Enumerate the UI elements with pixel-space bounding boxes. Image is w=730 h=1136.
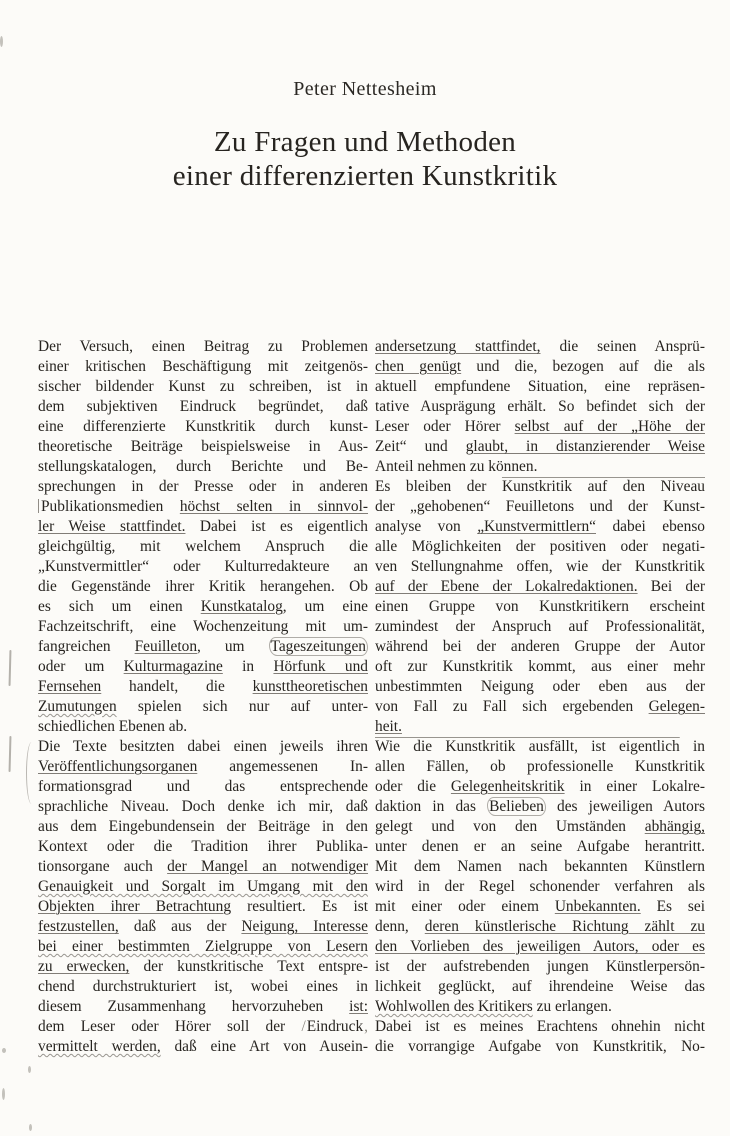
text-line [38, 1017, 368, 1037]
text-segment: mit einer oder einem [375, 898, 555, 915]
text-line [38, 577, 368, 597]
text-line [38, 997, 368, 1017]
article-title [0, 125, 730, 193]
text-line [375, 617, 705, 637]
text-line [375, 337, 705, 357]
text-segment: zumindest der Anspruch auf Professionalität, [375, 618, 705, 635]
text-segment: Publikationsmedien [41, 498, 180, 515]
text-line [38, 537, 368, 557]
text-line [375, 837, 705, 857]
text-segment: zu erlangen. [532, 998, 612, 1015]
underlined-text: bei einer bestimmten Zielgruppe von Lesern [38, 938, 368, 955]
overlined-text: Kunstkritik auf den Niveau [501, 478, 705, 495]
text-segment: von Fall zu Fall sich ergebenden [375, 698, 649, 715]
text-line [38, 397, 368, 417]
text-line [375, 977, 705, 997]
scan-speck [2, 1088, 5, 1100]
underlined-text: Feuilleton [134, 638, 198, 655]
text-segment: Kontext oder die Tradition ihrer Publika- [38, 838, 368, 855]
text-segment: daktion in das [375, 798, 488, 815]
text-segment: während bei der anderen Gruppe der Autor [375, 638, 705, 655]
underlined-text: Gelegenheitskritik [450, 778, 565, 795]
text-segment: formationsgrad und das entsprechende [38, 778, 368, 795]
underlined-text: Neigung, Interesse [241, 918, 368, 935]
text-segment: spielen sich nur auf unter- [116, 698, 368, 715]
text-line [38, 737, 368, 757]
underlined-text: der Mangel an notwendiger [167, 858, 369, 875]
text-segment: analyse von [375, 518, 478, 535]
underlined-text: Wohlwollen des Kritikers [375, 998, 533, 1015]
text-line [38, 937, 368, 957]
text-segment: lichkeit geglückt, auf ihrendeine Weise das [375, 978, 705, 995]
text-segment: dem Leser oder Hörer soll der [38, 1018, 302, 1035]
text-line [375, 957, 705, 977]
text-segment: chend durchstrukturiert ist, wobei eines in [38, 978, 368, 995]
text-segment: gelegt und von den Umständen [375, 818, 645, 835]
text-segment: angemessenen In- [197, 758, 368, 775]
scan-speck [29, 1124, 32, 1131]
text-line [38, 977, 368, 997]
text-line [38, 917, 368, 937]
text-segment: Zeit“ und [375, 438, 466, 455]
text-segment: einer kritischen Beschäftigung mit zeitgenös- [38, 358, 368, 375]
text-line [38, 517, 368, 537]
text-line [375, 857, 705, 877]
pencil-tick-mark [38, 499, 39, 513]
text-segment: aktuell empfundene Situation, eine repräsen- [375, 378, 705, 395]
text-line [38, 597, 368, 617]
text-segment: oder die [375, 778, 451, 795]
text-segment: , um [197, 638, 269, 655]
text-line [38, 757, 368, 777]
text-segment: Dabei ist es meines Erachtens ohnehin nicht [375, 1018, 705, 1035]
underlined-text: chen genügt [375, 358, 462, 375]
text-line [38, 857, 368, 877]
text-line [38, 457, 368, 477]
underlined-text: festzustellen, [38, 918, 119, 935]
text-segment: wird in der Regel schonender verfahren als [375, 878, 705, 895]
text-segment: des jeweiligen Autors [545, 798, 705, 815]
underlined-text: Kulturmagazine [123, 658, 223, 675]
text-segment: aus dem Eingebundensein der Beiträge in den [38, 818, 368, 835]
text-line [375, 817, 705, 837]
text-line [375, 797, 705, 817]
underlined-text: vermittelt werden, [38, 1038, 161, 1055]
underlined-text: kunsttheoretischen [252, 678, 368, 695]
text-line [375, 417, 705, 437]
overlined-text: Wie die Kunstkritik ausfällt, ist eigentlich [375, 738, 680, 755]
author-line: Peter Nettesheim [293, 78, 437, 100]
underlined-text: den Vorlieben des jeweiligen Autors, oder es [375, 938, 705, 955]
text-segment: der kunstkritische Text entspre- [129, 958, 368, 975]
text-line [375, 377, 705, 397]
slash-marked-text: / Eindruck , [301, 1018, 368, 1035]
scan-speck [2, 1048, 6, 1053]
underlined-text: Fernsehen [38, 678, 102, 695]
text-segment: oft zur Kunstkritik kommt, aus einer mehr [375, 658, 705, 675]
text-line [375, 757, 705, 777]
text-segment: Mit dem Namen nach bekannten Künstlern [375, 858, 705, 875]
text-line [375, 777, 705, 797]
text-segment: daß aus der [118, 918, 242, 935]
text-column-right [375, 337, 705, 1057]
text-line [375, 517, 705, 537]
text-line [375, 457, 705, 477]
underlined-text: glaubt, in distanzierender Weise [465, 438, 706, 455]
text-segment: diesem Zusammenhang hervorzuheben [38, 998, 350, 1015]
underlined-text: Genauigkeit und Sorgalt im Umgang mit den [38, 878, 368, 895]
underlined-text: deren künstlerische Richtung zählt zu [424, 918, 705, 935]
text-segment: dabei ebenso [596, 518, 706, 535]
text-line [375, 577, 705, 597]
text-line [38, 497, 368, 517]
text-line [375, 557, 705, 577]
scan-speck [28, 1066, 31, 1073]
text-segment: in einer Lokalre- [564, 778, 705, 795]
underlined-text: abhängig, [644, 818, 705, 835]
text-line [375, 537, 705, 557]
text-line [375, 997, 705, 1017]
pencil-margin-mark [9, 650, 12, 686]
text-line [38, 417, 368, 437]
text-line [38, 697, 368, 717]
underlined-text: Gelegen- [648, 698, 705, 715]
text-line [375, 437, 705, 457]
text-segment: unbestimmten Neigung oder eben aus der [375, 678, 705, 695]
text-line [38, 797, 368, 817]
text-segment: sischer bildender Kunst zu schreiben, ist in [38, 378, 368, 395]
text-line [375, 877, 705, 897]
text-line [375, 1037, 705, 1057]
underlined-text: zu erwecken, [38, 958, 130, 975]
text-line [375, 677, 705, 697]
text-segment: es sich um einen [38, 598, 201, 615]
text-line [375, 917, 705, 937]
text-segment: Es sei [640, 898, 705, 915]
text-line [375, 637, 705, 657]
text-segment: sprechungen in der Presse oder in anderen [38, 478, 368, 495]
underlined-text: ler Weise stattfindet. [38, 518, 186, 535]
text-line [38, 897, 368, 917]
text-line [375, 897, 705, 917]
circled-text: Belieben [489, 798, 544, 815]
underlined-text: Unbekannten. [554, 898, 641, 915]
text-segment: oder um [38, 658, 124, 675]
underlined-text: ist: [349, 998, 368, 1015]
text-line [375, 357, 705, 377]
underlined-text: andersetzung stattfindet, [375, 338, 541, 355]
underlined-text: selbst auf der „Höhe der [514, 418, 705, 435]
text-segment: tative Ausprägung erhält. So befindet sich der [375, 398, 705, 415]
text-segment: handelt, die [101, 678, 253, 695]
underlined-text: Zumutungen [38, 698, 117, 715]
text-segment: Leser oder Hörer [375, 418, 515, 435]
circled-text: Tageszeitungen [270, 638, 366, 655]
text-line [375, 497, 705, 517]
text-line [38, 377, 368, 397]
text-segment: die vorrangige Aufgabe von Kunstkritik, No- [375, 1038, 705, 1055]
text-segment: sprachliche Niveau. Doch denke ich mir, daß [38, 798, 368, 815]
underlined-text: heit. [375, 718, 402, 735]
underlined-text: auf der Ebene der Lokalredaktionen. [375, 578, 638, 595]
text-segment: der „gehobenen“ Feuilletons und der Kunst- [375, 498, 705, 515]
text-segment: dem subjektiven Eindruck begründet, daß [38, 398, 368, 415]
text-segment: resultiert. Es ist [231, 898, 368, 915]
text-segment: , um eine [282, 598, 368, 615]
underlined-text: Hörfunk und [273, 658, 368, 675]
text-segment: theoretische Beiträge beispielsweise in Aus- [38, 438, 368, 455]
text-segment: Dabei ist es eigentlich [185, 518, 369, 535]
text-line [38, 677, 368, 697]
text-line [38, 717, 368, 737]
text-segment: Anteil nehmen zu können. [375, 458, 538, 475]
text-segment: einen Gruppe von Kunstkritikern erscheint [375, 598, 705, 615]
text-segment: allen Fällen, ob professionelle Kunstkritik [375, 758, 705, 775]
text-segment: schiedlichen Ebenen ab. [38, 718, 188, 735]
text-line [38, 657, 368, 677]
text-line [375, 657, 705, 677]
text-segment: eine differenzierte Kunstkritik durch kunst- [38, 418, 368, 435]
text-line [38, 877, 368, 897]
text-line [38, 617, 368, 637]
article-title-line-2: einer differenzierten Kunstkritik [172, 160, 558, 192]
text-segment: in [222, 658, 274, 675]
text-segment: gleichgültig, mit welchem Anspruch die [38, 538, 368, 555]
text-line [38, 777, 368, 797]
text-line [38, 637, 368, 657]
text-segment: Der Versuch, einen Beitrag zu Problemen [38, 338, 368, 355]
text-segment: in [679, 738, 705, 755]
pencil-margin-bracket [26, 742, 37, 804]
text-line [375, 717, 705, 737]
text-line [375, 697, 705, 717]
text-segment: Die Texte besitzten dabei einen jeweils ihren [38, 738, 368, 755]
underlined-text: Veröffentlichungsorganen [38, 758, 198, 775]
text-segment: ist der aufstrebenden jungen Künstlerpersön- [375, 958, 705, 975]
text-line [38, 837, 368, 857]
text-segment: daß eine Art von Ausein- [160, 1038, 368, 1055]
text-column-left [38, 337, 368, 1057]
text-segment: tionsorgane auch [38, 858, 168, 875]
text-segment: Es bleiben der [375, 478, 502, 495]
article-title-line-1: Zu Fragen und Methoden [213, 126, 517, 158]
text-line [38, 957, 368, 977]
text-segment: die seinen Ansprü- [540, 338, 705, 355]
underlined-text: Objekten ihrer Betrachtung [38, 898, 232, 915]
text-line [375, 1017, 705, 1037]
text-segment: und die, bezogen auf die als [461, 358, 705, 375]
text-segment: denn, [375, 918, 425, 935]
text-segment: ven Stellungnahme offen, wie der Kunstkritik [375, 558, 705, 575]
text-line [38, 477, 368, 497]
text-line [375, 597, 705, 617]
text-segment: stellungskatalogen, durch Berichte und Be- [38, 458, 368, 475]
text-segment: fangreichen [38, 638, 135, 655]
text-segment: die Gegenstände ihrer Kritik herangehen. Ob [38, 578, 368, 595]
text-line [375, 397, 705, 417]
text-line [38, 1037, 368, 1057]
text-segment: alle Möglichkeiten der positiven oder negati- [375, 538, 705, 555]
pencil-margin-mark [9, 736, 12, 772]
text-segment: unter denen er an seine Aufgabe herantritt. [375, 838, 705, 855]
text-line [38, 437, 368, 457]
underlined-text: „Kunstvermittlern“ [477, 518, 596, 535]
text-line [38, 817, 368, 837]
text-segment: Fachzeitschrift, eine Wochenzeitung mit um- [38, 618, 368, 635]
underlined-text: Kunstkatalog [200, 598, 283, 615]
underlined-text: höchst selten in sinnvol- [179, 498, 369, 515]
text-line [38, 557, 368, 577]
text-segment: „Kunstvermittler“ oder Kulturredakteure an [38, 558, 368, 575]
text-line [375, 477, 705, 497]
text-segment: Bei der [637, 578, 705, 595]
text-line [375, 937, 705, 957]
text-line [38, 357, 368, 377]
scan-speck [0, 36, 3, 47]
text-line [38, 337, 368, 357]
text-line [375, 737, 705, 757]
